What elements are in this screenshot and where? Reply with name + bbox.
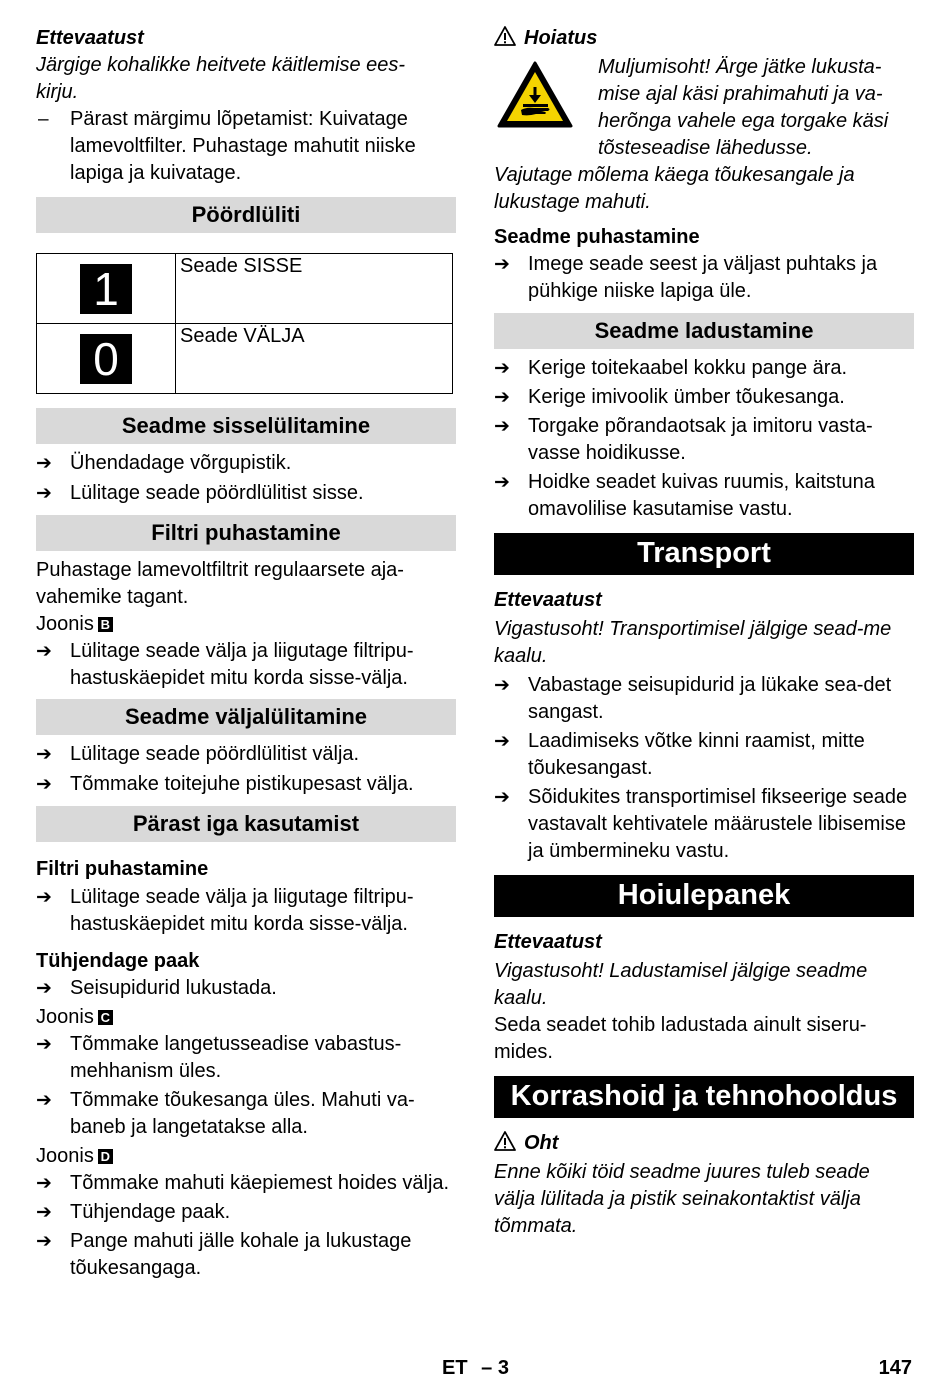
warning-triangle-icon bbox=[494, 26, 516, 46]
list-item: ➔ Tõmmake langetusseadise vabastus-mehhanism üles. bbox=[36, 1033, 402, 1082]
list-item: ➔ Tõmmake tõukesanga üles. Mahuti va-baneb ja langetatakse alla. bbox=[36, 1089, 415, 1138]
page-number: 147 bbox=[878, 1357, 912, 1379]
hand-crush-hazard-icon bbox=[496, 60, 574, 130]
arrow-icon: ➔ bbox=[36, 887, 52, 908]
chapter-heading: Hoiulepanek bbox=[494, 875, 914, 917]
list-item: ➔ Torgake põrandaotsak ja imitoru vasta-vasse hoidikusse. bbox=[494, 415, 873, 464]
paragraph: Seda seadet tohib ladustada ainult siseru-mides. bbox=[494, 1014, 867, 1063]
arrow-icon: ➔ bbox=[36, 1202, 52, 1223]
arrow-icon: ➔ bbox=[494, 416, 510, 437]
arrow-icon: ➔ bbox=[36, 1173, 52, 1194]
list-item: ➔ Tõmmake toitejuhe pistikupesast välja. bbox=[36, 771, 456, 798]
arrow-icon: ➔ bbox=[494, 731, 510, 752]
list-item: ➔ Lülitage seade välja ja liigutage filtripu-hastuskäepidet mitu korda sisse-välja. bbox=[36, 886, 414, 935]
section-heading: Pärast iga kasutamist bbox=[36, 806, 456, 842]
list-item: – Pärast märgimu lõpetamist: Kuivatage lamevoltfilter. Puhastage mahutit niiske lapiga ja kuivatage. bbox=[38, 108, 416, 184]
section-heading: Filtri puhastamine bbox=[36, 515, 456, 551]
caution-title: Ettevaatust bbox=[36, 27, 144, 49]
list-item: ➔ Kerige toitekaabel kokku pange ära. bbox=[494, 355, 914, 382]
dash-bullet: – bbox=[38, 109, 49, 130]
footer-section-label: ET – 3 bbox=[442, 1357, 509, 1379]
warning-block bbox=[494, 52, 914, 162]
warning-heading: Hoiatus bbox=[494, 25, 914, 52]
caution-title: Ettevaatust bbox=[494, 931, 602, 953]
arrow-icon: ➔ bbox=[36, 483, 52, 504]
rotary-switch-table bbox=[36, 253, 453, 394]
list-item: ➔ Kerige imivoolik ümber tõukesanga. bbox=[494, 384, 914, 411]
caution-text: Vigastusoht! Transportimisel jälgige sead-me kaalu. bbox=[494, 618, 892, 667]
caution-title: Ettevaatust bbox=[494, 589, 602, 611]
switch-on-symbol: 1 bbox=[80, 264, 132, 314]
arrow-icon: ➔ bbox=[36, 641, 52, 662]
arrow-icon: ➔ bbox=[36, 978, 52, 999]
list-item: ➔ Seisupidurid lukustada. bbox=[36, 975, 456, 1002]
list-item: ➔ Sõidukites transportimisel fikseerige seade vastavalt kehtivatele määrustele libisemise ja ümbermineku vastu. bbox=[494, 786, 908, 862]
list-item: ➔ Lülitage seade pöördlülitist välja. bbox=[36, 741, 456, 768]
figure-reference: Joonis D bbox=[36, 1143, 456, 1170]
table-row bbox=[37, 254, 453, 324]
arrow-icon: ➔ bbox=[36, 453, 52, 474]
table-row bbox=[37, 324, 453, 394]
section-heading: Seadme sisselülitamine bbox=[36, 408, 456, 444]
section-heading: Seadme väljalülitamine bbox=[36, 699, 456, 735]
warning-triangle-icon bbox=[494, 1131, 516, 1151]
left-column bbox=[36, 25, 456, 1282]
list-item: ➔ Lülitage seade välja ja liigutage filtripu-hastuskäepidet mitu korda sisse-välja. bbox=[36, 640, 414, 689]
switch-off-symbol: 0 bbox=[80, 334, 132, 384]
figure-reference: Joonis B bbox=[36, 611, 456, 638]
figure-letter-badge: D bbox=[98, 1149, 113, 1164]
figure-reference: Joonis C bbox=[36, 1004, 456, 1031]
arrow-icon: ➔ bbox=[494, 675, 510, 696]
arrow-icon: ➔ bbox=[36, 1231, 52, 1252]
switch-off-label: Seade VÄLJA bbox=[176, 324, 453, 394]
arrow-icon: ➔ bbox=[494, 358, 510, 379]
figure-letter-badge: B bbox=[98, 617, 113, 632]
chapter-heading: Korrashoid ja tehnohooldus bbox=[494, 1076, 914, 1118]
arrow-icon: ➔ bbox=[494, 254, 510, 275]
list-item: ➔ Lülitage seade pöördlülitist sisse. bbox=[36, 480, 456, 507]
subheading: Tühjendage paak bbox=[36, 950, 200, 972]
arrow-icon: ➔ bbox=[494, 387, 510, 408]
chapter-heading: Transport bbox=[494, 533, 914, 575]
arrow-icon: ➔ bbox=[36, 744, 52, 765]
section-heading: Pöördlüliti bbox=[36, 197, 456, 233]
arrow-icon: ➔ bbox=[494, 787, 510, 808]
list-item: ➔ Pange mahuti jälle kohale ja lukustage tõukesangaga. bbox=[36, 1230, 412, 1279]
danger-heading: Oht bbox=[494, 1130, 914, 1157]
list-item: ➔ Tühjendage paak. bbox=[36, 1199, 456, 1226]
warning-text-continued: Vajutage mõlema käega tõukesangale ja lukustage mahuti. bbox=[494, 164, 855, 213]
arrow-icon: ➔ bbox=[494, 472, 510, 493]
switch-on-label: Seade SISSE bbox=[176, 254, 453, 324]
section-heading: Seadme ladustamine bbox=[494, 313, 914, 349]
list-item: ➔ Hoidke seadet kuivas ruumis, kaitstuna omavolilise kasutamise vastu. bbox=[494, 471, 875, 520]
warning-text: Muljumisoht! Ärge jätke lukusta-mise ajal käsi prahimahuti ja va-herõnga vahele ega torgake käsi tõsteseadise lähedusse. bbox=[598, 56, 889, 159]
list-item: ➔ Ühendadage võrgupistik. bbox=[36, 450, 456, 477]
arrow-icon: ➔ bbox=[36, 1090, 52, 1111]
subheading: Filtri puhastamine bbox=[36, 858, 209, 880]
arrow-icon: ➔ bbox=[36, 1034, 52, 1055]
figure-letter-badge: C bbox=[98, 1010, 113, 1025]
list-item: ➔ Imege seade seest ja väljast puhtaks ja pühkige niiske lapiga üle. bbox=[494, 253, 878, 302]
danger-text: Enne kõiki töid seadme juures tuleb seade välja lülitada ja pistik seinakontaktist välja tõmmata. bbox=[494, 1161, 870, 1237]
subheading: Seadme puhastamine bbox=[494, 226, 700, 248]
list-item: ➔ Tõmmake mahuti käepiemest hoides välja. bbox=[36, 1170, 456, 1197]
caution-text: Vigastusoht! Ladustamisel jälgige seadme kaalu. bbox=[494, 960, 868, 1009]
list-item: ➔ Laadimiseks võtke kinni raamist, mitte tõukesangast. bbox=[494, 730, 865, 779]
right-column bbox=[494, 25, 914, 1240]
caution-text: Järgige kohalikke heitvete käitlemise ees-kirju. bbox=[36, 54, 406, 103]
paragraph: Puhastage lamevoltfiltrit regulaarsete aja-vahemike tagant. bbox=[36, 559, 404, 608]
list-item: ➔ Vabastage seisupidurid ja lükake sea-det sangast. bbox=[494, 674, 892, 723]
arrow-icon: ➔ bbox=[36, 774, 52, 795]
